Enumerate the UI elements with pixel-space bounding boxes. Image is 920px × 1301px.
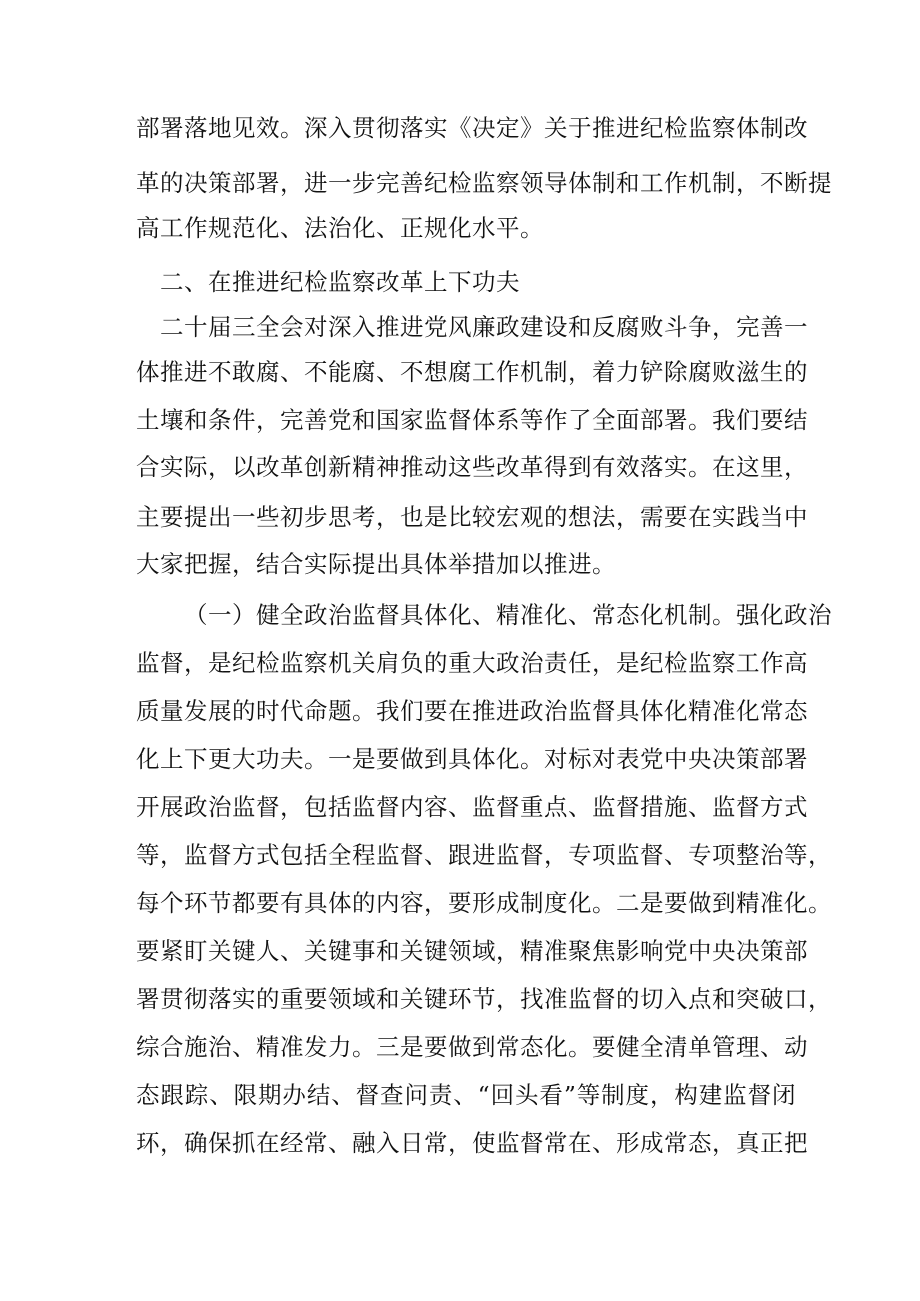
paragraph-2-line-4: 合实际，以改革创新精神推动这些改革得到有效落实。在这里， — [136, 453, 808, 481]
paragraph-3-line-7: 每个环节都要有具体的内容，要形成制度化。二是要做到精准化。 — [136, 889, 832, 917]
paragraph-3-line-12: 环，确保抓在经常、融入日常，使监督常在、形成常态，真正把 — [136, 1129, 808, 1157]
paragraph-3-line-3: 质量发展的时代命题。我们要在推进政治监督具体化精准化常态 — [136, 697, 808, 725]
paragraph-3-line-9: 署贯彻落实的重要领域和关键环节，找准监督的切入点和突破口， — [136, 985, 832, 1013]
paragraph-3-line-4: 化上下更大功夫。一是要做到具体化。对标对表党中央决策部署 — [136, 745, 808, 773]
paragraph-2-line-6: 大家把握，结合实际提出具体举措加以推进。 — [136, 550, 616, 578]
paragraph-1-line-2: 革的决策部署，进一步完善纪检监察领导体制和工作机制，不断提 — [136, 169, 832, 197]
paragraph-1-line-1: 部署落地见效。深入贯彻落实《决定》关于推进纪检监察体制改 — [136, 114, 808, 142]
paragraph-3-line-10: 综合施治、精准发力。三是要做到常态化。要健全清单管理、动 — [136, 1033, 808, 1061]
paragraph-3-line-6: 等，监督方式包括全程监督、跟进监督，专项监督、专项整治等， — [136, 841, 832, 869]
paragraph-2-line-2: 体推进不敢腐、不能腐、不想腐工作机制，着力铲除腐败滋生的 — [136, 358, 808, 386]
paragraph-2-line-3: 土壤和条件，完善党和国家监督体系等作了全面部署。我们要结 — [136, 406, 808, 434]
paragraph-1-line-3: 高工作规范化、法治化、正规化水平。 — [136, 214, 544, 242]
paragraph-3-line-1: （一）健全政治监督具体化、精准化、常态化机制。强化政治 — [184, 601, 832, 629]
paragraph-3-line-11: 态跟踪、限期办结、督查问责、“回头看”等制度，构建监督闭 — [136, 1081, 796, 1109]
paragraph-2-line-1: 二十届三全会对深入推进党风廉政建设和反腐败斗争，完善一 — [160, 313, 808, 341]
paragraph-2-line-5: 主要提出一些初步思考，也是比较宏观的想法，需要在实践当中 — [136, 503, 808, 531]
section-heading: 二、在推进纪检监察改革上下功夫 — [160, 268, 520, 296]
paragraph-3-line-5: 开展政治监督，包括监督内容、监督重点、监督措施、监督方式 — [136, 793, 808, 821]
paragraph-3-line-2: 监督，是纪检监察机关肩负的重大政治责任，是纪检监察工作高 — [136, 649, 808, 677]
paragraph-3-line-8: 要紧盯关键人、关键事和关键领域，精准聚焦影响党中央决策部 — [136, 937, 808, 965]
